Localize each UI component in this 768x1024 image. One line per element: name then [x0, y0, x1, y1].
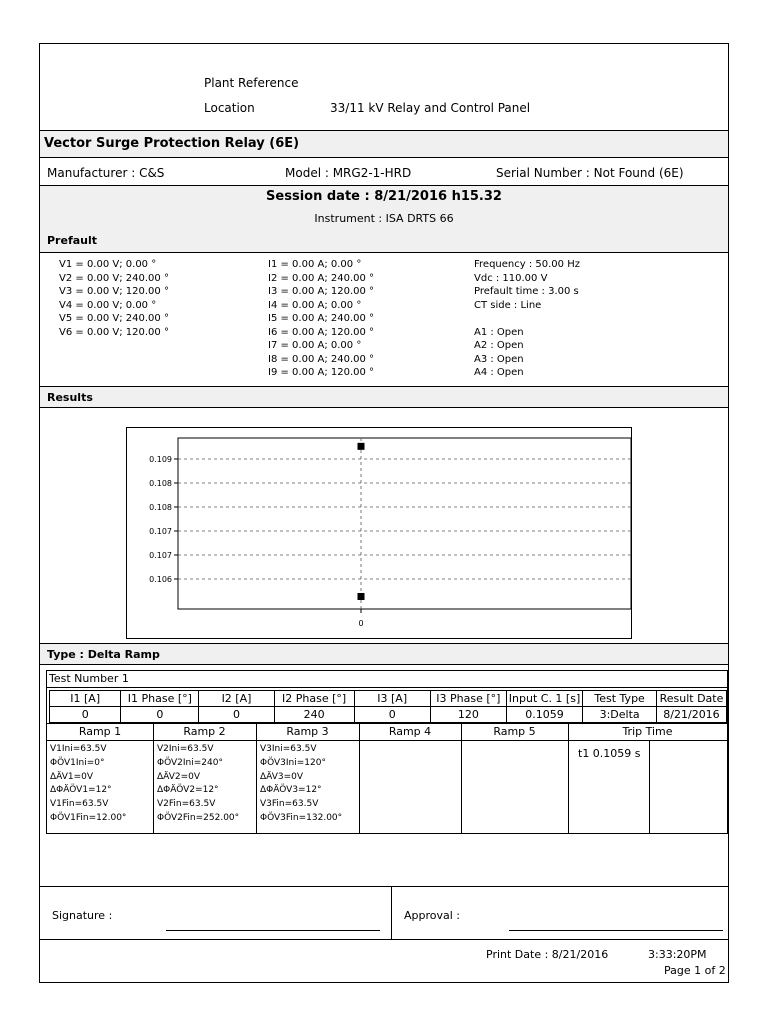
- trip-time-value: t1 0.1059 s: [578, 747, 641, 760]
- trip-time-chart: [126, 427, 632, 639]
- cell-input-c1: 0.1059: [506, 707, 582, 723]
- prefault-currents: [268, 258, 374, 380]
- relay-title-bar: [40, 130, 728, 158]
- current-i3: I3 = 0.00 A; 120.00 °: [268, 286, 375, 297]
- plant-reference-label: Plant Reference: [204, 76, 299, 90]
- ramp4-header: Ramp 4: [388, 725, 432, 738]
- col-header: Input C. 1 [s]: [506, 691, 582, 707]
- header-row: [50, 691, 727, 707]
- ramp1-header: Ramp 1: [78, 725, 122, 738]
- ramp3-line: V3Fin=63.5V: [260, 799, 319, 810]
- y-tick-label: 0.106: [149, 575, 172, 584]
- y-tick-label: 0.108: [149, 479, 172, 488]
- instrument: Instrument : ISA DRTS 66: [314, 212, 454, 225]
- col-header: I1 Phase [°]: [121, 691, 199, 707]
- page-number: Page 1 of 2: [664, 964, 726, 977]
- ramp2-values: [157, 743, 239, 826]
- ramp3-values: [260, 743, 342, 826]
- cell-i2-phase: 240: [274, 707, 354, 723]
- current-i8: I8 = 0.00 A; 240.00 °: [268, 353, 375, 365]
- vdc: Vdc : 110.00 V: [474, 272, 548, 284]
- ramp3-line: ΔÄV3=0V: [260, 771, 304, 782]
- signature-label: Signature :: [52, 909, 113, 922]
- x-tick-label: 0: [358, 619, 364, 628]
- cell-i3-phase: 120: [430, 707, 506, 723]
- prefault-voltages: [59, 258, 169, 339]
- y-tick-label: 0.108: [149, 503, 172, 512]
- ramp2-line: ΔÄV2=0V: [157, 771, 201, 782]
- ramp1-line: ΦÖV1Ini=0°: [50, 757, 105, 768]
- current-i2: I2 = 0.00 A; 240.00 °: [268, 272, 375, 284]
- results-label: Results: [47, 391, 93, 404]
- cell-i3: 0: [354, 707, 430, 723]
- cell-i1: 0: [50, 707, 121, 723]
- ramp3-line: ΦÖV3Fin=132.00°: [260, 812, 343, 823]
- ramp3-header: Ramp 3: [286, 725, 329, 738]
- ramp1-line: ΔΦÄÖV1=12°: [50, 785, 112, 796]
- col-header: I1 [A]: [50, 691, 121, 707]
- serial-number: Serial Number : Not Found (6E): [496, 166, 684, 180]
- session-block: [40, 186, 728, 253]
- prefault-settings: [474, 258, 580, 380]
- voltage-v5: V5 = 0.00 V; 240.00 °: [59, 313, 169, 324]
- voltage-v1: V1 = 0.00 V; 0.00 °: [59, 259, 157, 270]
- approval-line[interactable]: [509, 930, 723, 931]
- y-tick-label: 0.107: [149, 551, 172, 560]
- test-type-label: Type : Delta Ramp: [47, 648, 160, 661]
- test-table: [46, 670, 728, 834]
- signature-line[interactable]: [166, 930, 380, 931]
- ramp2-line: ΦÖV2Fin=252.00°: [157, 812, 240, 823]
- ramp1-line: V1Fin=63.5V: [50, 799, 109, 810]
- model: Model : MRG2-1-HRD: [285, 166, 412, 180]
- aux-a2: A2 : Open: [474, 340, 524, 351]
- prefault-time: Prefault time : 3.00 s: [474, 286, 579, 297]
- voltage-v4: V4 = 0.00 V; 0.00 °: [59, 299, 157, 311]
- ramp3-line: ΔΦÄÖV3=12°: [260, 785, 322, 796]
- approval-label: Approval :: [404, 909, 461, 922]
- y-tick-label: 0.109: [149, 455, 172, 464]
- current-i6: I6 = 0.00 A; 120.00 °: [268, 326, 375, 338]
- col-header: I2 Phase [°]: [274, 691, 354, 707]
- cell-i2: 0: [199, 707, 274, 723]
- data-point: [358, 593, 365, 600]
- ramp1-line: ΦÖV1Fin=12.00°: [50, 812, 127, 823]
- current-i9: I9 = 0.00 A; 120.00 °: [268, 367, 375, 378]
- current-i5: I5 = 0.00 A; 240.00 °: [268, 313, 375, 324]
- current-i7: I7 = 0.00 A; 0.00 °: [268, 340, 362, 351]
- ramp1-line: ΔÄV1=0V: [50, 771, 94, 782]
- ramp1-line: V1Ini=63.5V: [50, 744, 107, 754]
- trip-time-header: Trip Time: [622, 725, 673, 738]
- ramp2-line: ΔΦÄÖV2=12°: [157, 785, 219, 796]
- session-date: Session date : 8/21/2016 h15.32: [266, 189, 502, 204]
- location-label: Location: [204, 101, 255, 115]
- cell-result-date: 8/21/2016: [656, 707, 726, 723]
- table-row: [50, 707, 727, 723]
- ct-side: CT side : Line: [474, 299, 542, 311]
- cell-test-type: 3:Delta: [583, 707, 657, 723]
- print-date: Print Date : 8/21/2016: [486, 948, 609, 961]
- location-value: 33/11 kV Relay and Control Panel: [330, 101, 531, 115]
- current-i4: I4 = 0.00 A; 0.00 °: [268, 299, 362, 311]
- aux-a4: A4 : Open: [474, 367, 524, 378]
- type-bar: [40, 643, 728, 665]
- manufacturer: Manufacturer : C&S: [47, 166, 165, 180]
- ramp1-values: [50, 743, 126, 826]
- frequency: Frequency : 50.00 Hz: [474, 259, 580, 270]
- aux-a3: A3 : Open: [474, 353, 524, 365]
- ramp2-line: V2Ini=63.5V: [157, 744, 214, 754]
- ramp3-line: ΦÖV3Ini=120°: [260, 757, 326, 768]
- y-tick-label: 0.107: [149, 527, 172, 536]
- test-number: Test Number 1: [49, 672, 129, 685]
- report-page: [39, 43, 729, 983]
- ramp2-header: Ramp 2: [183, 725, 226, 738]
- col-header: Result Date: [656, 691, 726, 707]
- aux-a1: A1 : Open: [474, 326, 524, 338]
- voltage-v6: V6 = 0.00 V; 120.00 °: [59, 326, 169, 338]
- test-values-grid: [49, 690, 727, 723]
- voltage-v3: V3 = 0.00 V; 120.00 °: [59, 286, 169, 297]
- ramp5-header: Ramp 5: [493, 725, 536, 738]
- prefault-label: Prefault: [47, 234, 98, 247]
- relay-title: Vector Surge Protection Relay (6E): [44, 136, 300, 151]
- col-header: I3 [A]: [354, 691, 430, 707]
- cell-i1-phase: 0: [121, 707, 199, 723]
- results-bar: [40, 386, 728, 408]
- col-header: Test Type: [583, 691, 657, 707]
- col-header: I2 [A]: [199, 691, 274, 707]
- print-time: 3:33:20PM: [648, 948, 707, 961]
- col-header: I3 Phase [°]: [430, 691, 506, 707]
- ramp3-line: V3Ini=63.5V: [260, 744, 317, 754]
- ramp2-line: ΦÖV2Ini=240°: [157, 757, 223, 768]
- voltage-v2: V2 = 0.00 V; 240.00 °: [59, 272, 169, 284]
- current-i1: I1 = 0.00 A; 0.00 °: [268, 259, 362, 270]
- data-point: [358, 443, 365, 450]
- ramp2-line: V2Fin=63.5V: [157, 799, 216, 810]
